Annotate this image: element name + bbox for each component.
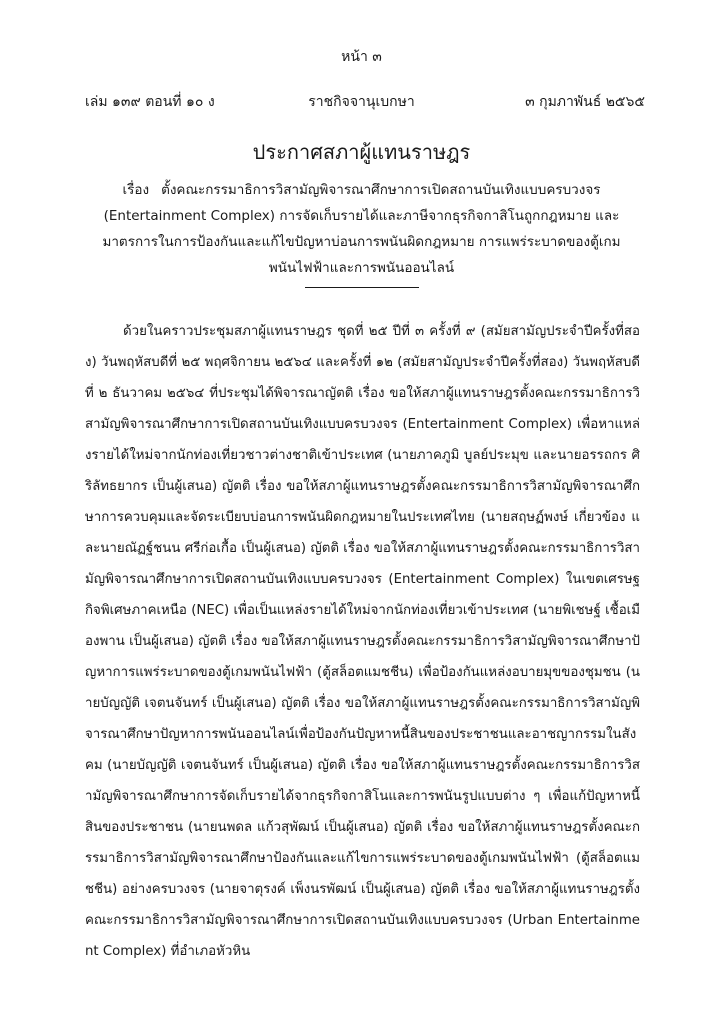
divider [305, 287, 419, 288]
publication-date: ๓ กุมภาพันธ์ ๒๕๖๕ [525, 94, 645, 110]
subject-text: ตั้งคณะกรรมาธิการวิสามัญพิจารณาศึกษาการเปิดสถานบันเทิงแบบครบวงจร (Entertainment Complex) การจัดเก็บรายได้และภาษีจากธุรกิจกาสิโนถูกกฎหมาย และมาตรการในการป้องกันและแก้ไขปัญหาบ่อนการพนันผิดกฎหมาย การแพร่ระบาดของตู้เกมพนันไฟฟ้าและการพนันออนไลน์ [102, 182, 621, 276]
subject-block [100, 177, 623, 281]
body-paragraph: ด้วยในคราวประชุมสภาผู้แทนราษฎร ชุดที่ ๒๕ ปีที่ ๓ ครั้งที่ ๙ (สมัยสามัญประจำปีครั้งที่สอง) วันพฤหัสบดีที่ ๒๕ พฤศจิกายน ๒๕๖๔ และครั้งที่ ๑๒ (สมัยสามัญประจำปีครั้งที่สอง) วันพฤหัสบดีที่ ๒ ธันวาคม ๒๕๖๔ ที่ประชุมได้พิจารณาญัตติ เรื่อง ขอให้สภาผู้แทนราษฎรตั้งคณะกรรมาธิการวิสามัญพิจารณาศึกษาการเปิดสถานบันเทิงแบบครบวงจร (Entertainment Complex) เพื่อหาแหล่งรายได้ใหม่จากนักท่องเที่ยวชาวต่างชาติเข้าประเทศ (นายภาคภูมิ บูลย์ประมุข และนายอรรถกร ศิริลัทธยากร เป็นผู้เสนอ) ญัตติ เรื่อง ขอให้สภาผู้แทนราษฎรตั้งคณะกรรมาธิการวิสามัญพิจารณาศึกษาการควบคุมและจัดระเบียบบ่อนการพนันผิดกฎหมายในประเทศไทย (นายสฤษฏ์พงษ์ เกี่ยวข้อง และนายณัฏฐ์ชนน ศรีก่อเกื้อ เป็นผู้เสนอ) ญัตติ เรื่อง ขอให้สภาผู้แทนราษฎรตั้งคณะกรรมาธิการวิสามัญพิจารณาศึกษาการเปิดสถานบันเทิงแบบครบวงจร (Entertainment Complex) ในเขตเศรษฐกิจพิเศษภาคเหนือ (NEC) เพื่อเป็นแหล่งรายได้ใหม่จากนักท่องเที่ยวเข้าประเทศ (นายพิเชษฐ์ เชื้อเมืองพาน เป็นผู้เสนอ) ญัตติ เรื่อง ขอให้สภาผู้แทนราษฎรตั้งคณะกรรมาธิการวิสามัญพิจารณาศึกษาปัญหาการแพร่ระบาดของตู้เกมพนันไฟฟ้า (ตู้สล็อตแมชชีน) เพื่อป้องกันแหล่งอบายมุขของชุมชน (นายบัญญัติ เจตนจันทร์ เป็นผู้เสนอ) ญัตติ เรื่อง ขอให้สภาผู้แทนราษฎรตั้งคณะกรรมาธิการวิสามัญพิจารณาศึกษาปัญหาการพนันออนไลน์เพื่อป้องกันปัญหาหนี้สินของประชาชนและอาชญากรรมในสังคม (นายบัญญัติ เจตนจันทร์ เป็นผู้เสนอ) ญัตติ เรื่อง ขอให้สภาผู้แทนราษฎรตั้งคณะกรรมาธิการวิสามัญพิจารณาศึกษาการจัดเก็บรายได้จากธุรกิจกาสิโนและการพนันรูปแบบต่าง ๆ เพื่อแก้ปัญหาหนี้สินของประชาชน (นายนพดล แก้วสุพัฒน์ เป็นผู้เสนอ) ญัตติ เรื่อง ขอให้สภาผู้แทนราษฎรตั้งคณะกรรมาธิการวิสามัญพิจารณาศึกษาป้องกันและแก้ไขการแพร่ระบาดของตู้เกมพนันไฟฟ้า (ตู้สล็อตแมชชีน) อย่างครบวงจร (นายจาตุรงค์ เพ็งนรพัฒน์ เป็นผู้เสนอ) ญัตติ เรื่อง ขอให้สภาผู้แทนราษฎรตั้งคณะกรรมาธิการวิสามัญพิจารณาศึกษาการเปิดสถานบันเทิงแบบครบวงจร (Urban Entertainment Complex) ที่อำเภอหัวหิน [85, 324, 640, 959]
publication-name: ราชกิจจานุเบกษา [308, 94, 415, 110]
announcement-title: ประกาศสภาผู้แทนราษฎร [252, 140, 471, 164]
page-number: หน้า ๓ [341, 49, 382, 65]
subject-label: เรื่อง [122, 182, 150, 198]
volume-issue: เล่ม ๑๓๙ ตอนที่ ๑๐ ง [85, 94, 215, 110]
